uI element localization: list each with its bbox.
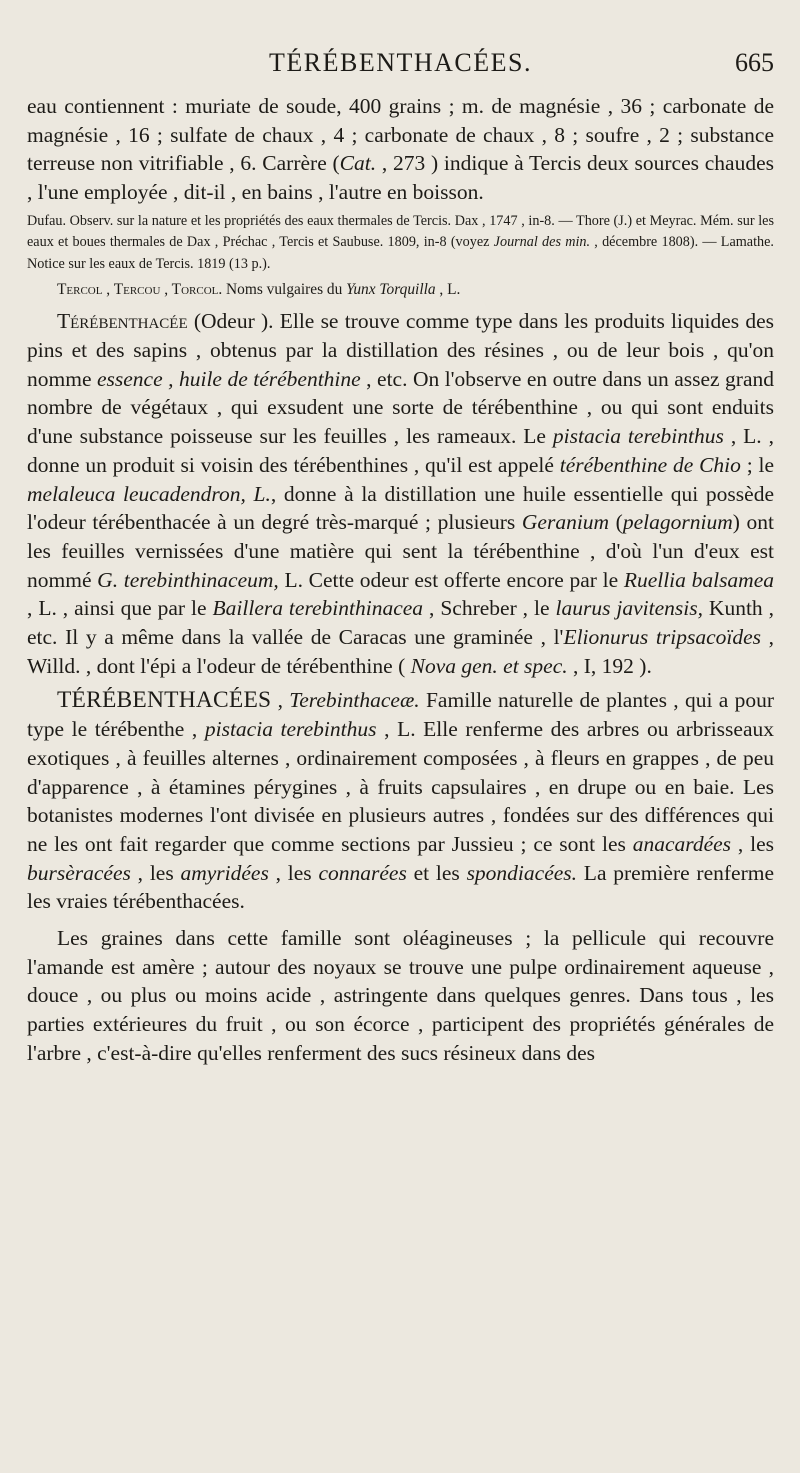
text-italic: Nova gen. et spec. bbox=[410, 653, 568, 678]
running-title: TÉRÉBENTHACÉES. bbox=[269, 48, 532, 77]
page-number: 665 bbox=[735, 48, 774, 77]
text-run: Noms vulgaires du bbox=[222, 281, 347, 299]
text-run: , I, 192 ). bbox=[567, 653, 652, 678]
text-italic: pistacia terebinthus bbox=[552, 424, 724, 449]
text-italic: Elionurus tripsacoïdes bbox=[563, 625, 761, 650]
bibliography-note bbox=[27, 211, 774, 276]
text-run: ) ont les feuilles vernissées d'une matière qui sent la térébenthine , d'où l'un d'eux est nommé bbox=[27, 510, 774, 592]
text-run: , L. , ainsi que par le bbox=[27, 596, 213, 621]
text-run: , décembre 1808). — Lamathe. Notice sur les eaux de Tercis. 1819 (13 p.). bbox=[27, 234, 774, 272]
text-run: Kunth , etc. Il y a même dans la vallée de Caracas une graminée , l' bbox=[27, 596, 775, 650]
text-run: La première renferme les vraies térébenthacées. bbox=[27, 860, 775, 914]
entry-terebenthacees bbox=[27, 686, 774, 916]
paragraph-tercis-waters bbox=[27, 92, 774, 207]
entry-terebenthacee-odeur bbox=[27, 307, 774, 680]
text-italic: Geranium bbox=[521, 510, 610, 535]
text-run: Famille naturelle de plantes , qui a pour type le térébenthe , bbox=[27, 688, 774, 742]
paragraph-graines bbox=[27, 924, 774, 1068]
text-italic: amyridées bbox=[180, 860, 269, 885]
text-run: , 273 ) indique à Tercis deux sources chaudes , l'une employée , dit-il , en bains , l'autre en boisson. bbox=[27, 151, 774, 205]
text-run: Dufau. Observ. sur la nature et les propriétés des eaux thermales de Tercis. Dax , 1747 , in-8. — Thore (J.) et Meyrac. Mém. sur les eaux et boues thermales de Dax , Préchac , Tercis et Saubuse. 1809, in-8 (voyez bbox=[27, 212, 774, 251]
text-smallcaps: Tercol , Tercou , Torcol. bbox=[57, 281, 223, 299]
text-run: , bbox=[271, 688, 290, 713]
text-run: , les bbox=[731, 831, 774, 856]
text-smallcaps: Térébenthacée bbox=[57, 309, 188, 334]
text-run: eau contiennent : muriate de soude, 400 grains ; m. de magnésie , 36 ; carbonate de magnésie , 16 ; sulfate de chaux , 4 ; carbonate de chaux , 8 ; soufre , 2 ; substance terreuse non vitrifiable , 6. Carrère ( bbox=[27, 94, 774, 176]
text-run: Les graines dans cette famille sont oléagineuses ; la pellicule qui recouvre l'amande est amère ; autour des noyaux se trouve une pulpe ordinairement aqueuse , douce , ou plus ou moins acide , astringente dans quelques genres. Dans tous , les parties extérieures du fruit , ou son écorce , participent des propriétés générales de l'arbre , c'est-à-dire qu'elles renferment des sucs résineux dans des bbox=[27, 926, 774, 1065]
text-headword: TÉRÉBENTHACÉES bbox=[57, 687, 272, 714]
text-run: , les bbox=[130, 860, 181, 885]
text-run: , Willd. , dont l'épi a l'odeur de térébenthine ( bbox=[27, 625, 775, 678]
text-run: , L. Elle renferme des arbres ou arbrisseaux exotiques , à feuilles alternes , ordinairement composées , à fleurs en grappes , de peu d'apparence , à étamines pérygines , à fruits capsulaires , en drupe ou en baie. Les botanistes modernes l'ont divisée en plusieurs autres , fondées sur des différences qui ne les ont fait regarder que comme sections par Jussieu ; ce sont les bbox=[27, 717, 774, 856]
text-run: , L. bbox=[435, 281, 461, 299]
text-italic: pistacia terebinthus bbox=[204, 717, 377, 742]
text-italic: G. terebinthinaceum, bbox=[97, 567, 279, 592]
text-italic: térébenthine de Chio bbox=[559, 452, 741, 477]
page-header bbox=[27, 0, 774, 92]
text-italic: Ruellia balsamea bbox=[623, 567, 774, 592]
text-run: , donne à la distillation une huile essentielle qui possède l'odeur térébenthacée à un degré très-marqué ; plusieurs bbox=[27, 481, 775, 535]
text-run: et les bbox=[406, 860, 467, 885]
text-italic: Terebinthaceæ. bbox=[289, 688, 420, 713]
text-run: , etc. On l'observe en outre dans un assez grand nombre de végétaux , qui exsudent une sorte de térébenthine , ou qui sont enduits d'une substance poisseuse sur les feuilles , les rameaux. Le bbox=[27, 366, 774, 449]
text-run: (Odeur ). Elle se trouve comme type dans les produits liquides des pins et des sapins , obtenus par la distillation des résines , ou de leur bois , qu'on nomme bbox=[27, 309, 774, 391]
text-run: , Schreber , le bbox=[423, 596, 556, 621]
entry-tercol bbox=[27, 279, 774, 301]
text-italic: Cat. bbox=[339, 151, 377, 176]
text-run: L. Cette odeur est offerte encore par le bbox=[278, 567, 624, 592]
text-italic: Yunx Torquilla bbox=[346, 281, 436, 299]
text-run: , les bbox=[268, 860, 319, 885]
text-run: ( bbox=[609, 510, 623, 535]
text-italic: melaleuca leucadendron, L. bbox=[27, 481, 271, 506]
text-italic: anacardées bbox=[632, 831, 732, 856]
text-italic: bursèracées bbox=[27, 860, 131, 885]
text-italic: spondiacées. bbox=[466, 860, 578, 885]
text-italic: Journal des min. bbox=[493, 234, 591, 251]
text-run: , L. , donne un produit si voisin des térébenthines , qu'il est appelé bbox=[27, 424, 774, 477]
text-italic: pelagornium bbox=[622, 510, 733, 535]
text-run: ; le bbox=[740, 452, 774, 477]
text-italic: connarées bbox=[318, 860, 407, 885]
text-italic: laurus javitensis, bbox=[555, 596, 703, 621]
text-italic: essence , huile de térébenthine bbox=[96, 366, 361, 391]
text-italic: Baillera terebinthinacea bbox=[212, 596, 424, 621]
